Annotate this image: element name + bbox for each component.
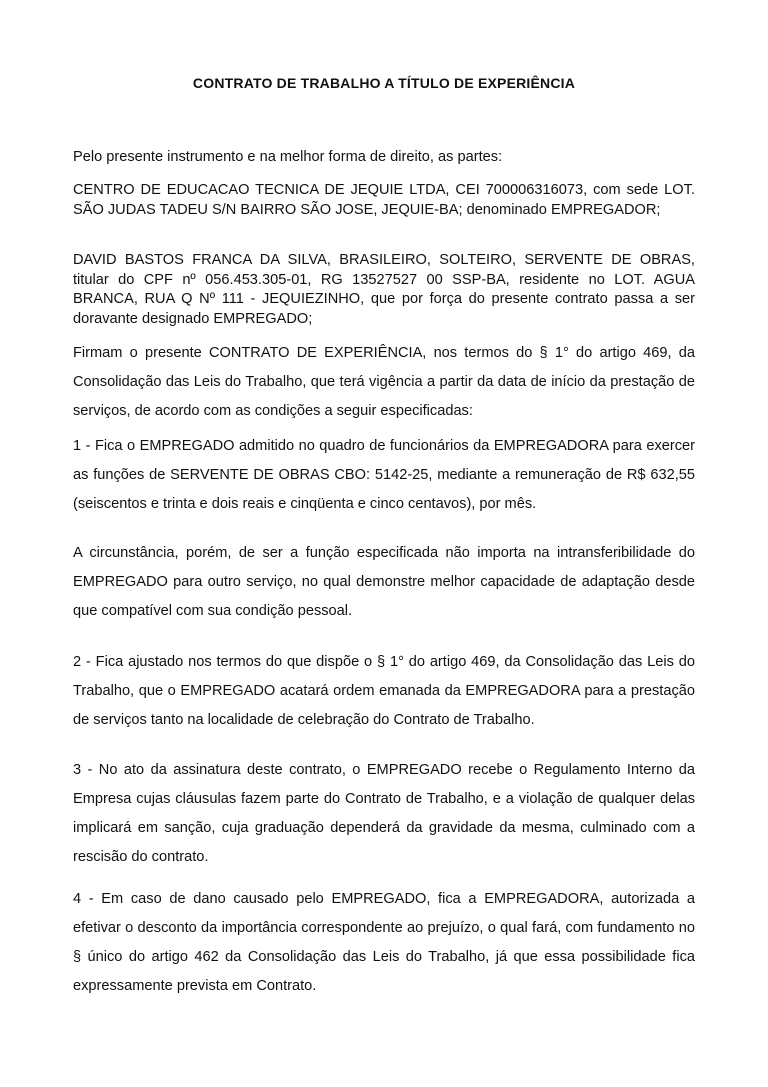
clause-1-paragraph: 1 - Fica o EMPREGADO admitido no quadro de funcionários da EMPREGADORA para exercer as funções de SERVENTE DE OBRAS CBO: 5142-25, mediante a remuneração de R$ 632,55 (seiscentos e trinta e dois reais e cinqüenta e cinco centavos), por mês.: [73, 438, 695, 512]
circumstance-paragraph: A circunstância, porém, de ser a função especificada não importa na intransferibilidade do EMPREGADO para outro serviço, no qual demonstre melhor capacidade de adaptação desde que compatível com sua condição pessoal.: [73, 545, 695, 619]
clause-2-paragraph: 2 - Fica ajustado nos termos do que dispõe o § 1° do artigo 469, da Consolidação das Leis do Trabalho, que o EMPREGADO acatará ordem emanada da EMPREGADORA para a prestação de serviços tanto na localidade de celebração do Contrato de Trabalho.: [73, 654, 695, 728]
clause-4-paragraph: 4 - Em caso de dano causado pelo EMPREGADO, fica a EMPREGADORA, autorizada a efetivar o desconto da importância correspondente ao prejuízo, o qual fará, com fundamento no § único do artigo 462 da Consolidação das Leis do Trabalho, já que essa possibilidade fica expressamente prevista em Contrato.: [73, 891, 695, 994]
employee-paragraph: DAVID BASTOS FRANCA DA SILVA, BRASILEIRO, SOLTEIRO, SERVENTE DE OBRAS, titular do CPF nº 056.453.305-01, RG 13527527 00 SSP-BA, residente no LOT. AGUA BRANCA, RUA Q Nº 111 - JEQUIEZINHO, que por força do presente contrato passa a ser doravante designado EMPREGADO;: [73, 252, 695, 327]
firmam-paragraph: Firmam o presente CONTRATO DE EXPERIÊNCIA, nos termos do § 1° do artigo 469, da Consolidação das Leis do Trabalho, que terá vigência a partir da data de início da prestação de serviços, de acordo com as condições a seguir especificadas:: [73, 345, 695, 419]
intro-paragraph: Pelo presente instrumento e na melhor forma de direito, as partes:: [73, 149, 503, 165]
document-title: CONTRATO DE TRABALHO A TÍTULO DE EXPERIÊNCIA: [192, 75, 576, 91]
document-page: [73, 0, 695, 1087]
employer-paragraph: CENTRO DE EDUCACAO TECNICA DE JEQUIE LTDA, CEI 700006316073, com sede LOT. SÃO JUDAS TADEU S/N BAIRRO SÃO JOSE, JEQUIE-BA; denominado EMPREGADOR;: [73, 182, 695, 218]
clause-3-paragraph: 3 - No ato da assinatura deste contrato, o EMPREGADO recebe o Regulamento Interno da Empresa cujas cláusulas fazem parte do Contrato de Trabalho, e a violação de qualquer delas implicará em sanção, cuja graduação dependerá da gravidade da mesma, culminado com a rescisão do contrato.: [73, 762, 695, 865]
